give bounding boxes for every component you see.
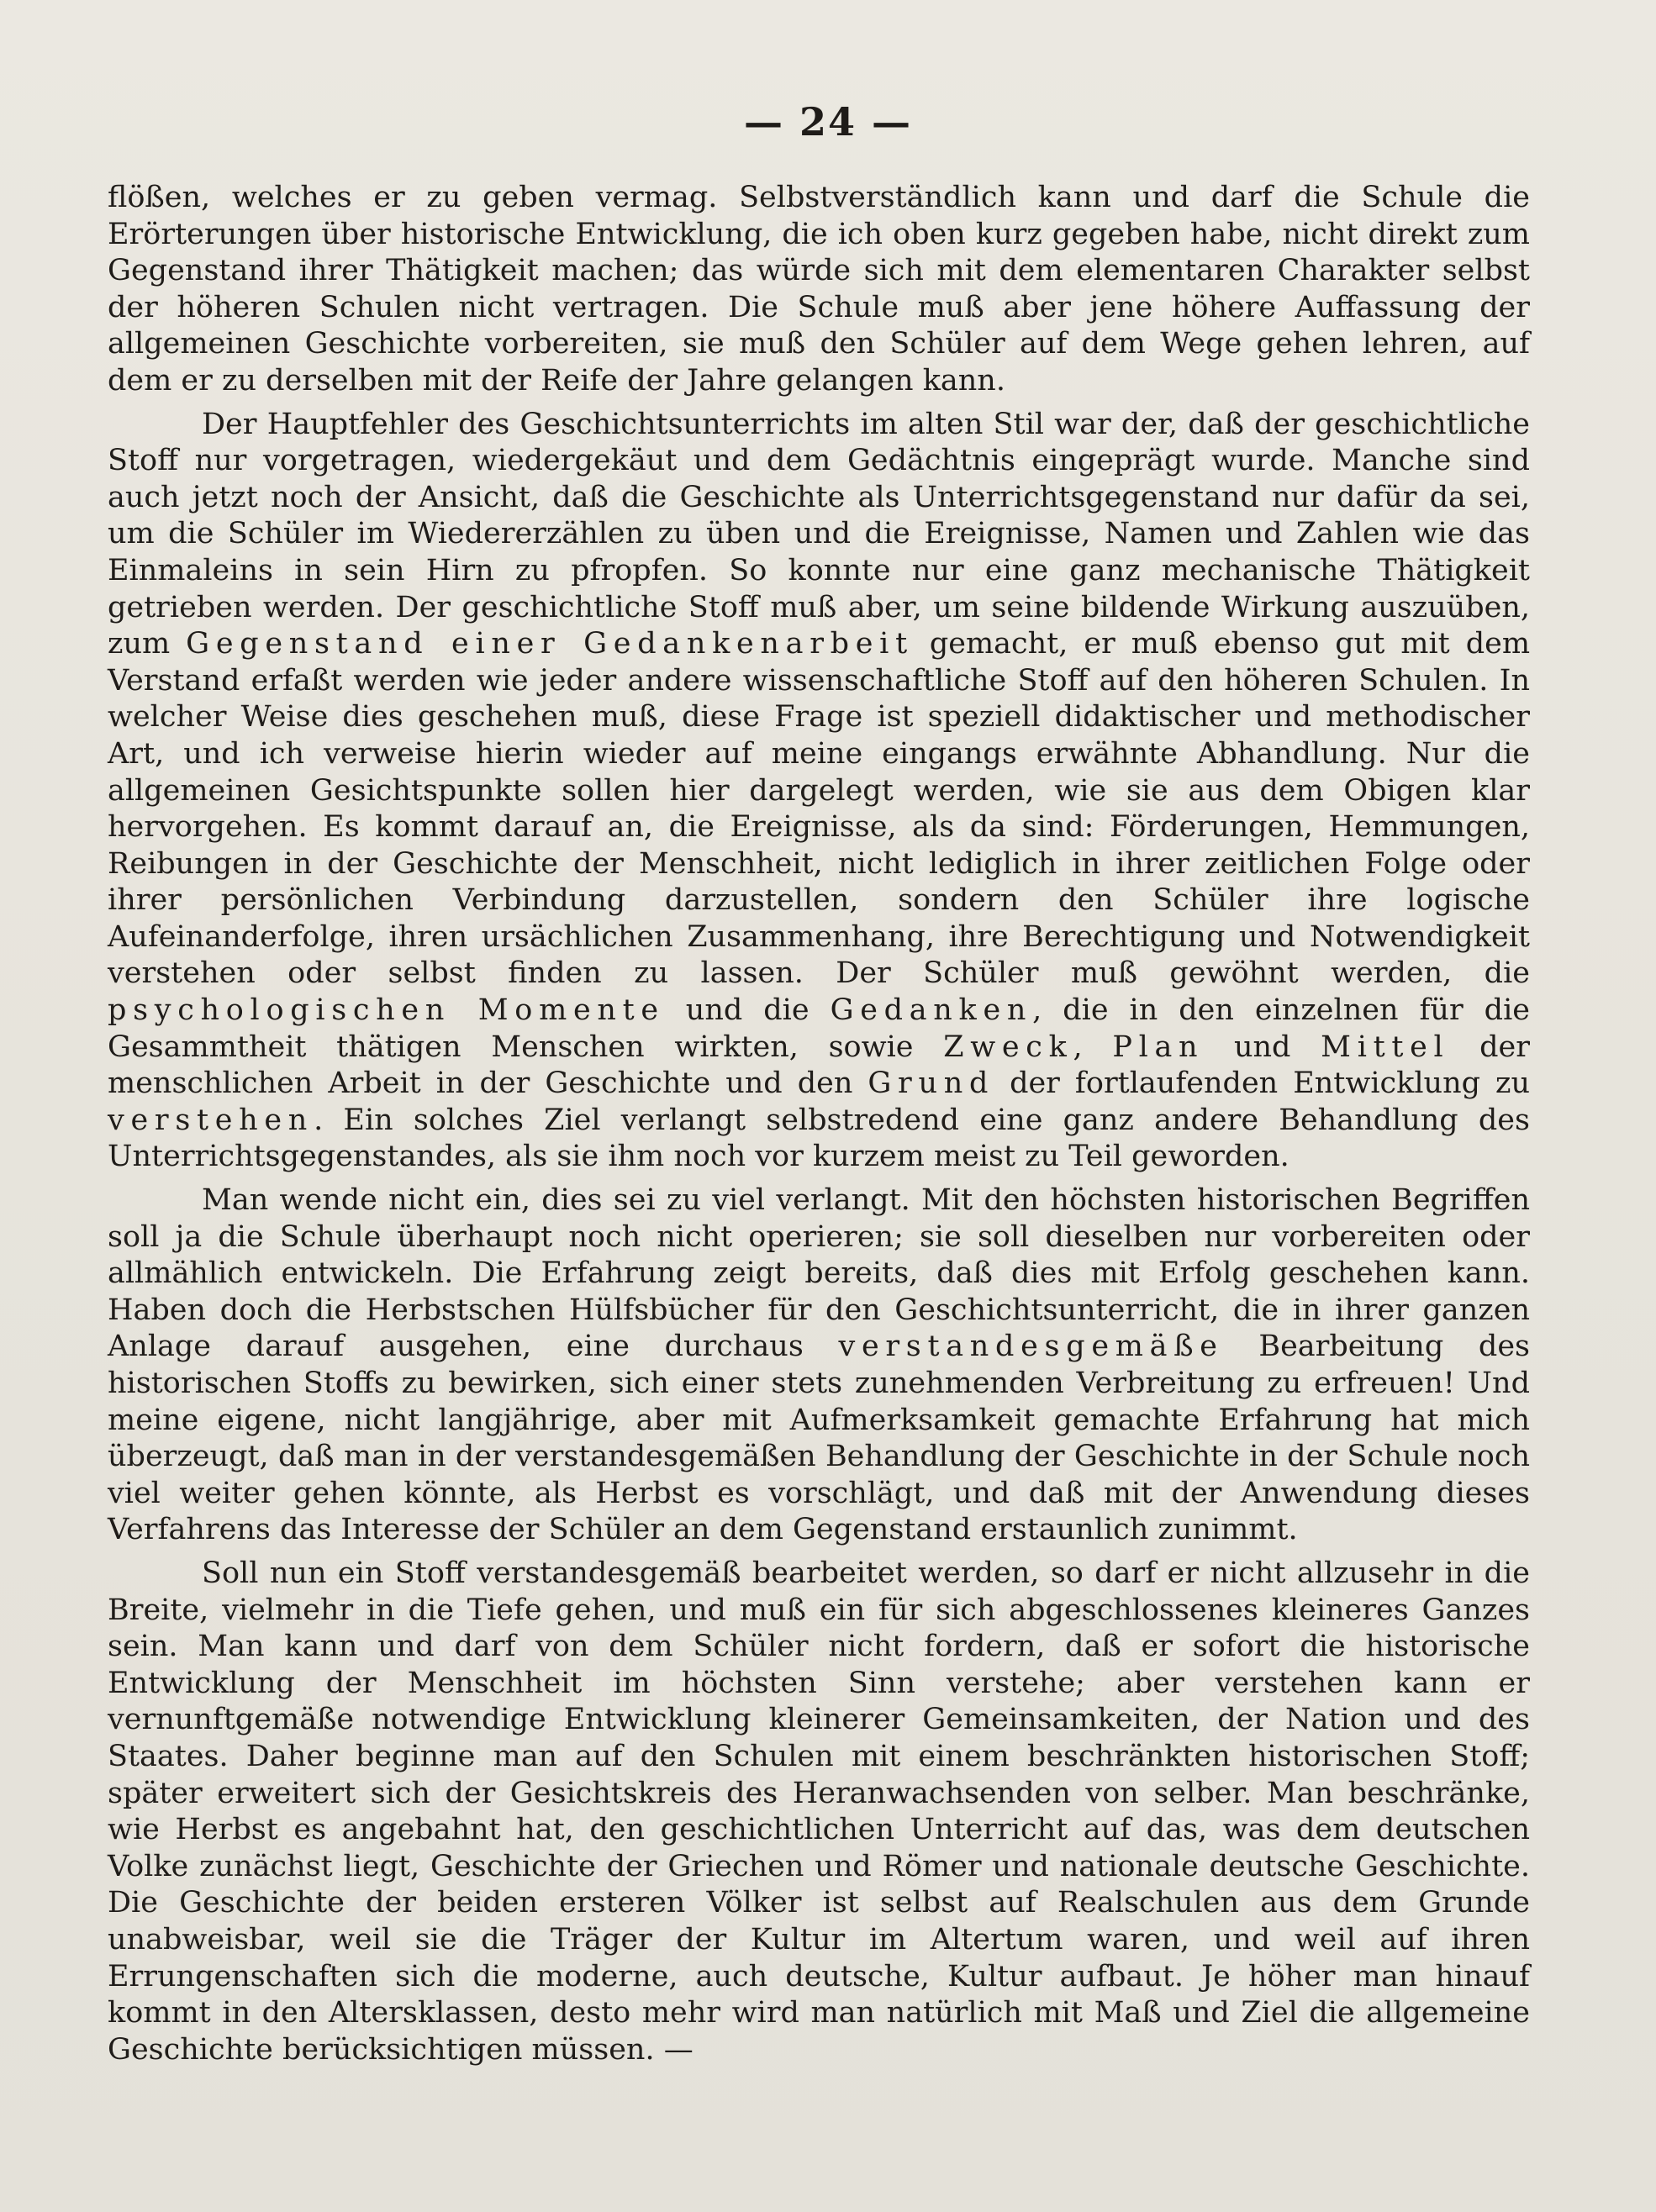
text-segment: Man wende nicht ein, dies sei zu viel verlangt. Mit den höchsten historischen Begriffen soll ja die Schule überhaupt noch nicht operieren; sie soll dieselben nur vorbereiten oder allmählich entwickeln. Die Erfahrung zeigt bereits, daß dies mit Erfolg geschehen kann. Haben doch die Herbstschen Hülfsbücher für den Geschichtsunterricht, die in ihrer ganzen Anlage darauf ausgehen, eine durchaus: [108, 1183, 1530, 1364]
emphasized-text: Gedanken: [830, 993, 1033, 1028]
emphasized-text: Mittel: [1321, 1030, 1450, 1064]
text-segment: flößen, welches er zu geben vermag. Selbstverständlich kann und darf die Schule die Erörterungen über historische Entwicklung, die ich oben kurz gegeben habe, nicht direkt zum Gegenstand ihrer Thätigkeit machen; das würde sich mit dem elementaren Charakter selbst der höheren Schulen nicht vertragen. Die Schule muß aber jene höhere Auffassung der allgemeinen Geschichte vorbereiten, sie muß den Schüler auf dem Wege gehen lehren, auf dem er zu derselben mit der Reife der Jahre gelangen kann.: [108, 181, 1530, 398]
paragraph: [108, 1556, 1530, 2068]
text-segment: gemacht, er muß ebenso gut mit dem Verstand erfaßt werden wie jeder andere wissenschaftliche Stoff auf den höheren Schulen. In welcher Weise dies geschehen muß, diese Frage ist speziell didaktischer und methodischer Art, und ich verweise hierin wieder auf meine eingangs erwähnte Abhandlung. Nur die allgemeinen Gesichtspunkte sollen hier dargelegt werden, wie sie aus dem Obigen klar hervorgehen. Es kommt darauf an, die Ereignisse, als da sind: Förderungen, Hemmungen, Reibungen in der Geschichte der Menschheit, nicht lediglich in ihrer zeitlichen Folge oder ihrer persönlichen Verbindung darzustellen, sondern den Schüler ihre logische Aufeinanderfolge, ihren ursächlichen Zusammenhang, ihre Berechtigung und Notwendigkeit verstehen oder selbst finden zu lassen. Der Schüler muß gewöhnt werden, die: [108, 627, 1531, 991]
body-text: [108, 180, 1530, 2068]
paragraph: [108, 180, 1530, 400]
emphasized-text: verstehen: [108, 1103, 314, 1137]
text-segment: Der Hauptfehler des Geschichtsunterrichts im alten Stil war der, daß der geschichtliche Stoff nur vorgetragen, wiedergekäut und dem Gedächtnis eingeprägt wurde. Manche sind auch jetzt noch der Ansicht, daß die Geschichte als Unterrichtsgegenstand nur dafür da sei, um die Schüler im Wiedererzählen zu üben und die Ereignisse, Namen und Zahlen wie das Einmaleins in sein Hirn zu pfropfen. So konnte nur eine ganz mechanische Thätigkeit getrieben werden. Der geschichtliche Stoff muß aber, um seine bildende Wirkung auszuüben, zum: [108, 407, 1530, 661]
text-segment: der menschlichen Arbeit in der Geschichte und den: [108, 1030, 1530, 1101]
paragraph: [108, 1182, 1530, 1549]
text-segment: , die in den einzelnen für die Gesammtheit thätigen Menschen wirkten, sowie: [108, 993, 1530, 1064]
emphasized-text: Plan: [1112, 1030, 1205, 1064]
text-segment: der fortlaufenden Entwicklung zu: [994, 1066, 1530, 1101]
text-segment: Bearbeitung des historischen Stoffs zu bewirken, sich einer stets zunehmenden Verbreitung zu erfreuen! Und meine eigene, nicht langjährige, aber mit Aufmerksamkeit gemachte Erfahrung hat mich überzeugt, daß man in der verstandesgemäßen Behandlung der Geschichte in der Schule noch viel weiter gehen könnte, als Herbst es vorschlägt, und daß mit der Anwendung dieses Verfahrens das Interesse der Schüler an dem Gegenstand erstaunlich zunimmt.: [108, 1330, 1531, 1547]
paragraph: [108, 407, 1530, 1176]
page-number: — 24 —: [743, 99, 913, 145]
emphasized-text: Gegenstand einer Gedankenarbeit: [186, 627, 914, 661]
text-segment: ,: [1073, 1030, 1113, 1064]
emphasized-text: psychologischen Momente: [108, 993, 665, 1028]
text-segment: . Ein solches Ziel verlangt selbstredend eine ganz andere Behandlung des Unterrichtsgegenstandes, als sie ihm noch vor kurzem meist zu Teil geworden.: [108, 1103, 1530, 1174]
emphasized-text: Grund: [868, 1066, 995, 1101]
emphasized-text: verstandesgemäße: [838, 1330, 1224, 1364]
emphasized-text: Zweck: [943, 1030, 1073, 1064]
text-segment: Soll nun ein Stoff verstandesgemäß bearbeitet werden, so darf er nicht allzusehr in die Breite, vielmehr in die Tiefe gehen, und muß ein für sich abgeschlossenes kleineres Ganzes sein. Man kann und darf von dem Schüler nicht fordern, daß er sofort die historische Entwicklung der Menschheit im höchsten Sinn verstehe; aber verstehen kann er vernunftgemäße notwendige Entwicklung kleinerer Gemeinsamkeiten, der Nation und des Staates. Daher beginne man auf den Schulen mit einem beschränkten historischen Stoff; später erweitert sich der Gesichtskreis des Heranwachsenden von selber. Man beschränke, wie Herbst es angebahnt hat, den geschichtlichen Unterricht auf das, was dem deutschen Volke zunächst liegt, Geschichte der Griechen und Römer und nationale deutsche Geschichte. Die Geschichte der beiden ersteren Völker ist selbst auf Realschulen aus dem Grunde unabweisbar, weil sie die Träger der Kultur im Altertum waren, und weil auf ihren Errungenschaften sich die moderne, auch deutsche, Kultur aufbaut. Je höher man hinauf kommt in den Altersklassen, desto mehr wird man natürlich mit Maß und Ziel die allgemeine Geschichte berücksichtigen müssen. —: [108, 1556, 1530, 2067]
text-segment: und die: [664, 993, 831, 1028]
text-segment: und: [1204, 1030, 1321, 1064]
